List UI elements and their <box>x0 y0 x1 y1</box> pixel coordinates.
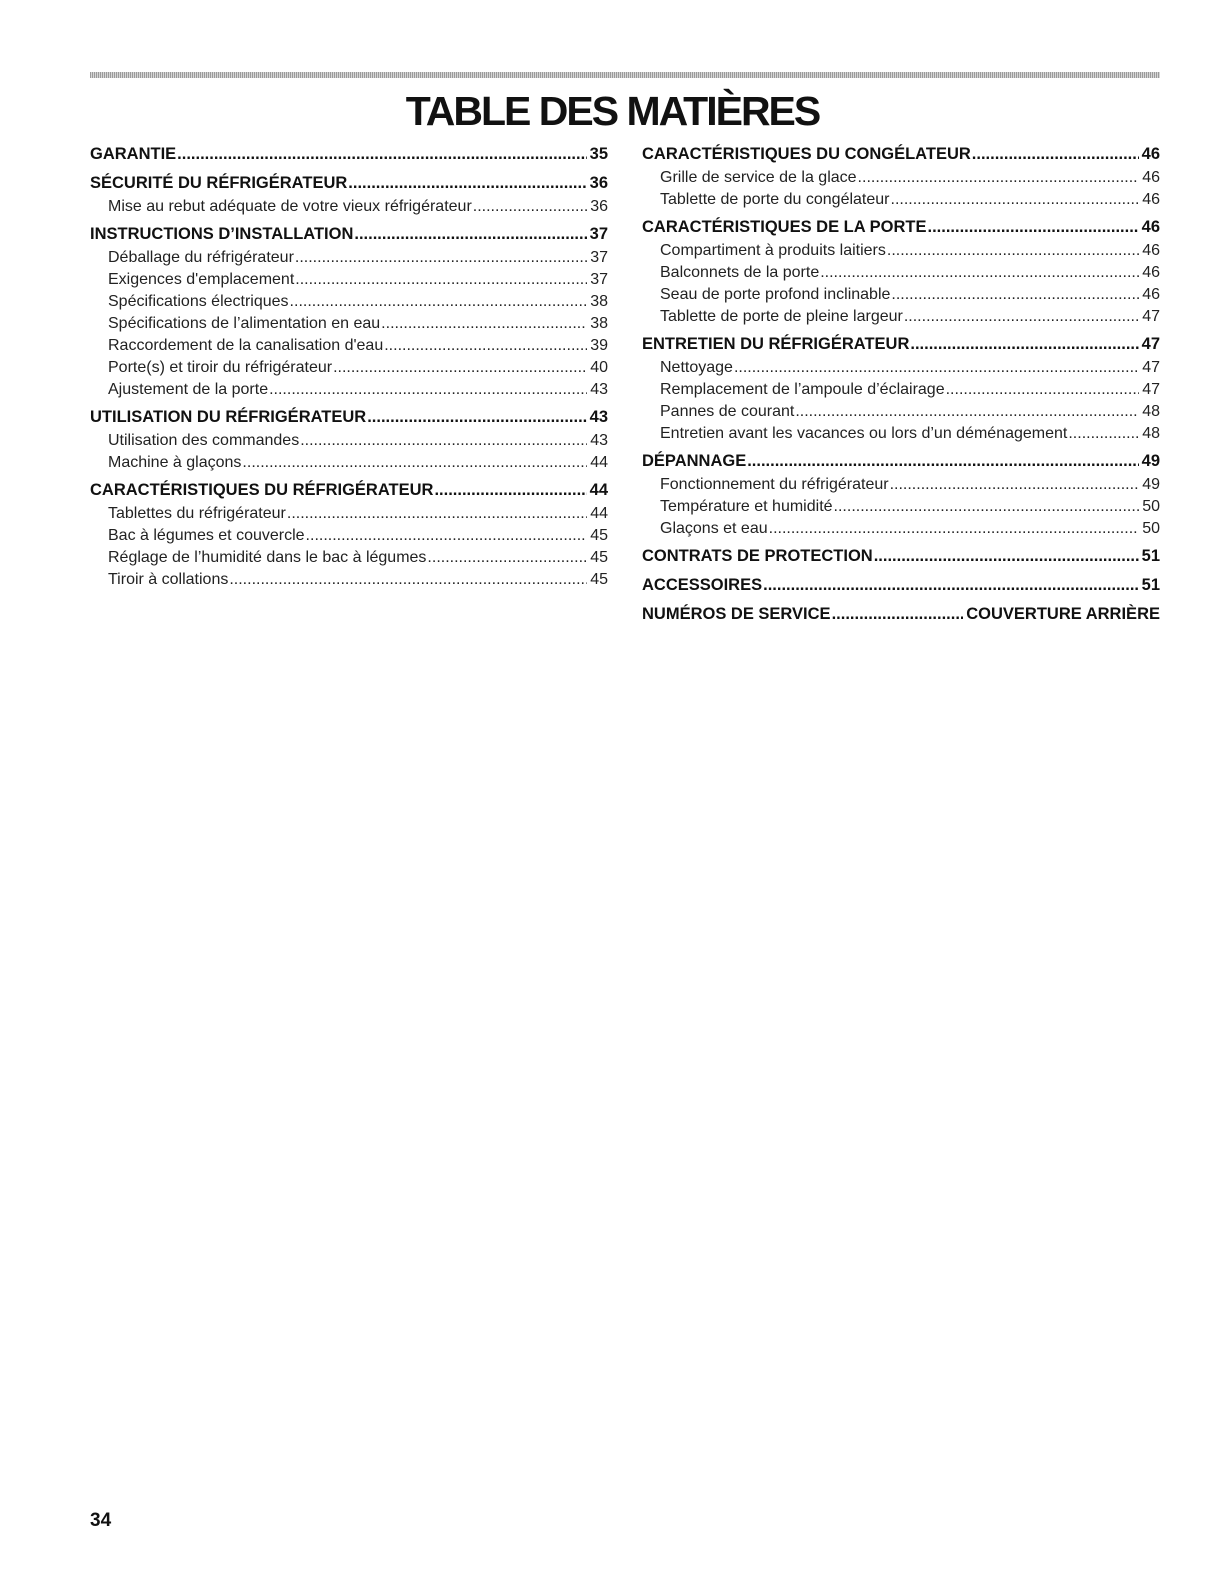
toc-entry-page: 46 <box>1142 264 1160 281</box>
toc-entry-label: Machine à glaçons <box>108 454 242 471</box>
toc-dot-leader <box>473 196 587 218</box>
toc-entry-page: 43 <box>590 381 608 398</box>
toc-section-entry[interactable] <box>90 142 608 167</box>
toc-subsection-entry[interactable] <box>642 262 1160 284</box>
toc-entry-page: 51 <box>1141 576 1160 594</box>
toc-entry-label: Déballage du réfrigérateur <box>108 249 294 266</box>
toc-subsection-entry[interactable] <box>90 313 608 335</box>
toc-entry-label: UTILISATION DU RÉFRIGÉRATEUR <box>90 408 367 426</box>
toc-dot-leader <box>242 452 587 474</box>
toc-subsection-entry[interactable] <box>90 247 608 269</box>
toc-subsection-entry[interactable] <box>642 518 1160 540</box>
toc-entry-label: DÉPANNAGE <box>642 452 747 470</box>
toc-entry-label: CONTRATS DE PROTECTION <box>642 547 873 565</box>
toc-dot-leader <box>290 291 588 313</box>
toc-dot-leader <box>763 573 1139 598</box>
toc-section-entry[interactable] <box>642 602 1160 627</box>
toc-dot-leader <box>269 379 587 401</box>
toc-left-column <box>90 142 608 591</box>
toc-entry-page: COUVERTURE ARRIÈRE <box>966 605 1160 623</box>
toc-entry-page: 40 <box>590 359 608 376</box>
toc-entry-label: Mise au rebut adéquate de votre vieux réfrigérateur <box>108 198 472 215</box>
toc-entry-label: Exigences d'emplacement <box>108 271 295 288</box>
toc-entry-page: 48 <box>1142 403 1160 420</box>
toc-entry-page: 49 <box>1141 452 1160 470</box>
toc-subsection-entry[interactable] <box>642 496 1160 518</box>
toc-entry-page: 37 <box>590 249 608 266</box>
toc-entry-page: 44 <box>590 505 608 522</box>
toc-subsection-entry[interactable] <box>90 525 608 547</box>
page-number: 34 <box>90 1510 112 1531</box>
toc-subsection-entry[interactable] <box>90 269 608 291</box>
toc-entry-page: 49 <box>1142 476 1160 493</box>
toc-dot-leader <box>1068 423 1139 445</box>
toc-entry-label: ACCESSOIRES <box>642 576 763 594</box>
toc-entry-page: 43 <box>590 432 608 449</box>
toc-section-entry[interactable] <box>90 405 608 430</box>
toc-entry-label: SÉCURITÉ DU RÉFRIGÉRATEUR <box>90 174 348 192</box>
page-title: TABLE DES MATIÈRES <box>405 88 820 134</box>
toc-dot-leader <box>972 142 1139 167</box>
toc-entry-page: 46 <box>1142 169 1160 186</box>
toc-subsection-entry[interactable] <box>90 430 608 452</box>
toc-subsection-entry[interactable] <box>642 401 1160 423</box>
toc-entry-label: Remplacement de l’ampoule d’éclairage <box>660 381 945 398</box>
toc-subsection-entry[interactable] <box>642 474 1160 496</box>
toc-entry-page: 37 <box>589 225 608 243</box>
toc-dot-leader <box>306 525 588 547</box>
toc-entry-page: 50 <box>1142 498 1160 515</box>
toc-section-entry[interactable] <box>642 142 1160 167</box>
toc-dot-leader <box>747 449 1138 474</box>
toc-entry-label: Spécifications de l’alimentation en eau <box>108 315 381 332</box>
toc-dot-leader <box>769 518 1140 540</box>
toc-entry-label: Fonctionnement du réfrigérateur <box>660 476 889 493</box>
toc-entry-page: 47 <box>1142 308 1160 325</box>
toc-dot-leader <box>348 171 586 196</box>
toc-entry-page: 46 <box>1142 242 1160 259</box>
toc-dot-leader <box>427 547 587 569</box>
toc-entry-label: Tablette de porte de pleine largeur <box>660 308 903 325</box>
toc-entry-label: Utilisation des commandes <box>108 432 300 449</box>
toc-subsection-entry[interactable] <box>90 335 608 357</box>
toc-section-entry[interactable] <box>90 222 608 247</box>
toc-section-entry[interactable] <box>90 171 608 196</box>
toc-entry-page: 43 <box>589 408 608 426</box>
toc-entry-page: 46 <box>1142 286 1160 303</box>
toc-entry-page: 37 <box>590 271 608 288</box>
toc-entry-page: 47 <box>1141 335 1160 353</box>
toc-dot-leader <box>795 401 1139 423</box>
toc-entry-page: 35 <box>589 145 608 163</box>
toc-entry-label: Tablettes du réfrigérateur <box>108 505 286 522</box>
toc-subsection-entry[interactable] <box>642 379 1160 401</box>
toc-entry-label: Balconnets de la porte <box>660 264 820 281</box>
toc-subsection-entry[interactable] <box>90 379 608 401</box>
toc-entry-label: ENTRETIEN DU RÉFRIGÉRATEUR <box>642 335 910 353</box>
toc-entry-page: 46 <box>1141 218 1160 236</box>
toc-dot-leader <box>384 335 587 357</box>
toc-entry-page: 46 <box>1141 145 1160 163</box>
toc-subsection-entry[interactable] <box>642 357 1160 379</box>
toc-dot-leader <box>820 262 1139 284</box>
toc-subsection-entry[interactable] <box>642 167 1160 189</box>
toc-entry-page: 46 <box>1142 191 1160 208</box>
toc-entry-label: Raccordement de la canalisation d'eau <box>108 337 384 354</box>
toc-entry-page: 50 <box>1142 520 1160 537</box>
toc-dot-leader <box>832 602 964 627</box>
toc-entry-label: Ajustement de la porte <box>108 381 269 398</box>
toc-subsection-entry[interactable] <box>90 503 608 525</box>
toc-entry-page: 47 <box>1142 381 1160 398</box>
toc-entry-label: Spécifications électriques <box>108 293 289 310</box>
toc-subsection-entry[interactable] <box>642 306 1160 328</box>
toc-subsection-entry[interactable] <box>642 423 1160 445</box>
toc-entry-label: Température et humidité <box>660 498 833 515</box>
toc-entry-label: Nettoyage <box>660 359 733 376</box>
toc-subsection-entry[interactable] <box>642 284 1160 306</box>
toc-subsection-entry[interactable] <box>90 569 608 591</box>
toc-entry-label: Compartiment à produits laitiers <box>660 242 886 259</box>
toc-entry-page: 48 <box>1142 425 1160 442</box>
toc-entry-page: 45 <box>590 527 608 544</box>
toc-entry-label: Entretien avant les vacances ou lors d’un déménagement <box>660 425 1068 442</box>
toc-dot-leader <box>229 569 587 591</box>
toc-entry-label: Pannes de courant <box>660 403 795 420</box>
toc-entry-page: 45 <box>590 549 608 566</box>
toc-dot-leader <box>734 357 1139 379</box>
toc-dot-leader <box>300 430 587 452</box>
toc-subsection-entry[interactable] <box>90 547 608 569</box>
toc-subsection-entry[interactable] <box>90 357 608 379</box>
toc-dot-leader <box>834 496 1140 518</box>
toc-entry-label: INSTRUCTIONS D’INSTALLATION <box>90 225 354 243</box>
toc-entry-page: 36 <box>589 174 608 192</box>
toc-entry-page: 38 <box>590 293 608 310</box>
toc-dot-leader <box>874 544 1139 569</box>
toc-subsection-entry[interactable] <box>90 291 608 313</box>
toc-entry-label: Porte(s) et tiroir du réfrigérateur <box>108 359 333 376</box>
toc-dot-leader <box>891 284 1139 306</box>
toc-entry-label: Grille de service de la glace <box>660 169 857 186</box>
toc-entry-page: 36 <box>590 198 608 215</box>
toc-entry-page: 44 <box>590 454 608 471</box>
toc-section-entry[interactable] <box>642 449 1160 474</box>
toc-dot-leader <box>890 474 1140 496</box>
toc-entry-label: Seau de porte profond inclinable <box>660 286 891 303</box>
toc-entry-page: 44 <box>589 481 608 499</box>
toc-subsection-entry[interactable] <box>90 452 608 474</box>
toc-entry-label: Bac à légumes et couvercle <box>108 527 305 544</box>
toc-entry-label: NUMÉROS DE SERVICE <box>642 605 831 623</box>
toc-entry-label: CARACTÉRISTIQUES DU RÉFRIGÉRATEUR <box>90 481 434 499</box>
toc-section-entry[interactable] <box>642 215 1160 240</box>
toc-entry-page: 45 <box>590 571 608 588</box>
toc-entry-label: CARACTÉRISTIQUES DE LA PORTE <box>642 218 927 236</box>
toc-dot-leader <box>354 222 586 247</box>
toc-section-entry[interactable] <box>90 478 608 503</box>
toc-entry-page: 39 <box>590 337 608 354</box>
toc-dot-leader <box>891 189 1140 211</box>
toc-entry-label: Tablette de porte du congélateur <box>660 191 890 208</box>
toc-dot-leader <box>295 269 587 291</box>
toc-subsection-entry[interactable] <box>642 189 1160 211</box>
toc-dot-leader <box>946 379 1140 401</box>
toc-entry-label: Réglage de l’humidité dans le bac à légumes <box>108 549 427 566</box>
toc-entry-label: Tiroir à collations <box>108 571 229 588</box>
toc-dot-leader <box>887 240 1139 262</box>
toc-section-entry[interactable] <box>642 332 1160 357</box>
toc-section-entry[interactable] <box>642 544 1160 569</box>
toc-dot-leader <box>910 332 1138 357</box>
toc-dot-leader <box>381 313 587 335</box>
toc-entry-page: 51 <box>1141 547 1160 565</box>
toc-dot-leader <box>367 405 586 430</box>
toc-dot-leader <box>904 306 1139 328</box>
toc-dot-leader <box>295 247 587 269</box>
toc-entry-label: CARACTÉRISTIQUES DU CONGÉLATEUR <box>642 145 971 163</box>
toc-entry-label: GARANTIE <box>90 145 177 163</box>
toc-dot-leader <box>287 503 587 525</box>
toc-dot-leader <box>333 357 587 379</box>
toc-dot-leader <box>928 215 1139 240</box>
toc-dot-leader <box>858 167 1140 189</box>
top-decorative-rule <box>90 72 1160 78</box>
toc-dot-leader <box>177 142 586 167</box>
toc-section-entry[interactable] <box>642 573 1160 598</box>
toc-entry-page: 38 <box>590 315 608 332</box>
toc-dot-leader <box>434 478 586 503</box>
toc-right-column <box>642 142 1160 627</box>
toc-entry-page: 47 <box>1142 359 1160 376</box>
toc-subsection-entry[interactable] <box>642 240 1160 262</box>
toc-entry-label: Glaçons et eau <box>660 520 768 537</box>
toc-subsection-entry[interactable] <box>90 196 608 218</box>
